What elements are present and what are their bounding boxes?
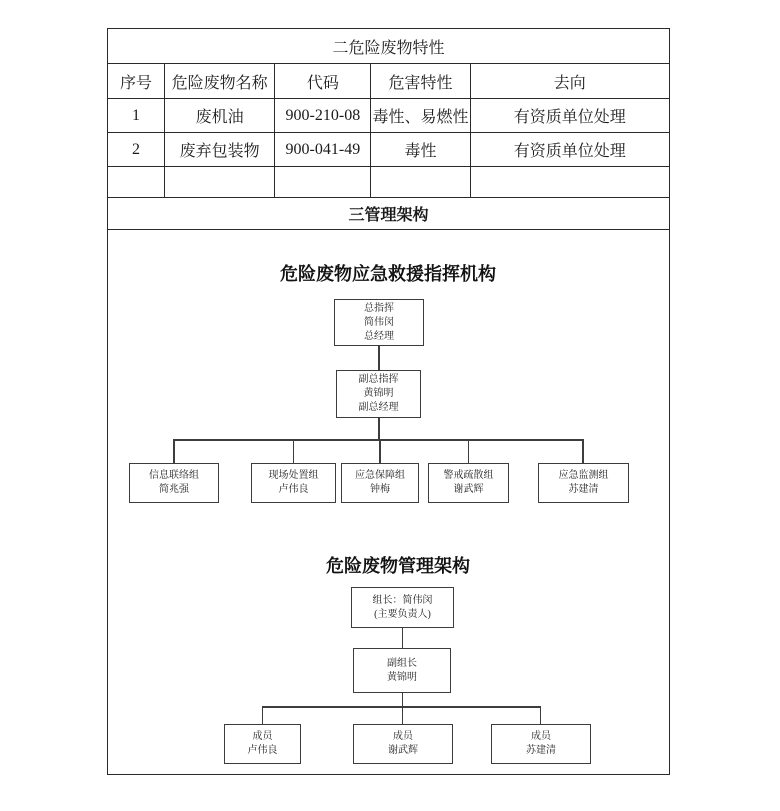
cell-hazard: 毒性、易燃性 — [371, 99, 470, 133]
table-header-row — [108, 64, 670, 99]
org-box-line: 成员 — [252, 731, 273, 742]
connector-line — [173, 439, 175, 463]
table-row-empty — [108, 167, 670, 198]
emergency-chart-title: 危险废物应急救援指挥机构 — [280, 264, 496, 284]
col-header-waste-name: 危险废物名称 — [165, 64, 275, 99]
org-box-line: 应急监测组 — [558, 470, 609, 481]
charts-row — [108, 230, 670, 775]
cell-hazard — [371, 167, 470, 198]
org-box-line: 谢武辉 — [388, 745, 418, 756]
org-box-line: 卢伟良 — [247, 745, 278, 756]
org-box-line: 卢伟良 — [278, 484, 309, 495]
org-box-group-leader — [351, 587, 454, 628]
org-box-line: 副组长 — [387, 657, 417, 669]
col-header-code: 代码 — [275, 64, 371, 99]
cell-destination: 有资质单位处理 — [470, 133, 669, 167]
connector-line — [402, 693, 404, 706]
org-box-line: 总指挥 — [364, 302, 394, 314]
org-box-member-1 — [224, 724, 301, 764]
org-box-line: 黄锦明 — [363, 388, 394, 399]
org-box-line: 副总经理 — [358, 402, 399, 413]
cell-code — [275, 167, 371, 198]
org-box-chief-commander — [334, 299, 424, 346]
col-header-destination: 去向 — [470, 64, 669, 99]
org-box-line: 信息联络组 — [149, 470, 199, 481]
org-box-member-3 — [491, 724, 591, 764]
cell-destination: 有资质单位处理 — [470, 99, 669, 133]
table-row — [108, 99, 670, 133]
charts-cell — [108, 230, 670, 775]
org-box-line: 黄锦明 — [387, 671, 417, 683]
table-row — [108, 133, 670, 167]
connector-line — [379, 439, 381, 463]
org-box-team-information — [129, 463, 219, 503]
org-box-line: 苏建清 — [568, 484, 599, 495]
org-box-line: 谢武辉 — [453, 484, 484, 495]
org-box-line: 简兆强 — [159, 484, 189, 495]
org-box-line: 总经理 — [364, 330, 394, 342]
cell-waste-name: 废机油 — [165, 99, 275, 133]
org-box-team-onsite — [251, 463, 336, 503]
connector-line — [540, 706, 542, 724]
org-box-line: 副总指挥 — [358, 374, 399, 385]
connector-line — [378, 418, 380, 439]
org-charts-container — [108, 230, 669, 774]
org-box-line: 组长：简伟闵 — [372, 594, 433, 606]
org-box-deputy-commander — [336, 370, 421, 418]
management-chart-title: 危险废物管理架构 — [326, 556, 470, 576]
cell-index: 2 — [108, 133, 165, 167]
col-header-hazard: 危害特性 — [371, 64, 470, 99]
org-box-member-2 — [353, 724, 453, 764]
cell-destination — [470, 167, 669, 198]
cell-code: 900-041-49 — [275, 133, 371, 167]
section-title-row — [108, 198, 670, 230]
cell-waste-name: 废弃包装物 — [165, 133, 275, 167]
org-box-team-support — [341, 463, 419, 503]
cell-waste-name — [165, 167, 275, 198]
org-box-line: 苏建清 — [526, 745, 556, 756]
org-box-line: 警戒疏散组 — [443, 470, 494, 481]
cell-code: 900-210-08 — [275, 99, 371, 133]
org-box-line: 钟梅 — [370, 484, 390, 495]
section-title: 三管理架构 — [108, 198, 670, 230]
connector-line — [293, 439, 295, 463]
org-box-line: 应急保障组 — [355, 470, 405, 481]
org-box-line: 成员 — [531, 731, 551, 742]
org-box-line: 现场处置组 — [268, 470, 319, 481]
org-box-deputy-leader — [353, 648, 451, 693]
cell-hazard: 毒性 — [371, 133, 470, 167]
org-box-line: 成员 — [393, 731, 413, 742]
table-title-row — [108, 29, 670, 64]
org-box-line: 简伟闵 — [364, 316, 394, 328]
org-box-team-monitoring — [538, 463, 629, 503]
connector-line — [468, 439, 470, 463]
connector-line — [402, 706, 404, 724]
col-header-index: 序号 — [108, 64, 165, 99]
org-box-team-evacuation — [428, 463, 509, 503]
connector-line — [402, 628, 404, 648]
cell-index — [108, 167, 165, 198]
connector-line — [378, 346, 380, 370]
connector-line — [582, 439, 584, 463]
hazardous-waste-table — [107, 28, 670, 775]
cell-index: 1 — [108, 99, 165, 133]
connector-line — [262, 706, 264, 724]
table-title: 二危险废物特性 — [108, 29, 670, 64]
org-box-line: (主要负责人) — [374, 608, 431, 620]
